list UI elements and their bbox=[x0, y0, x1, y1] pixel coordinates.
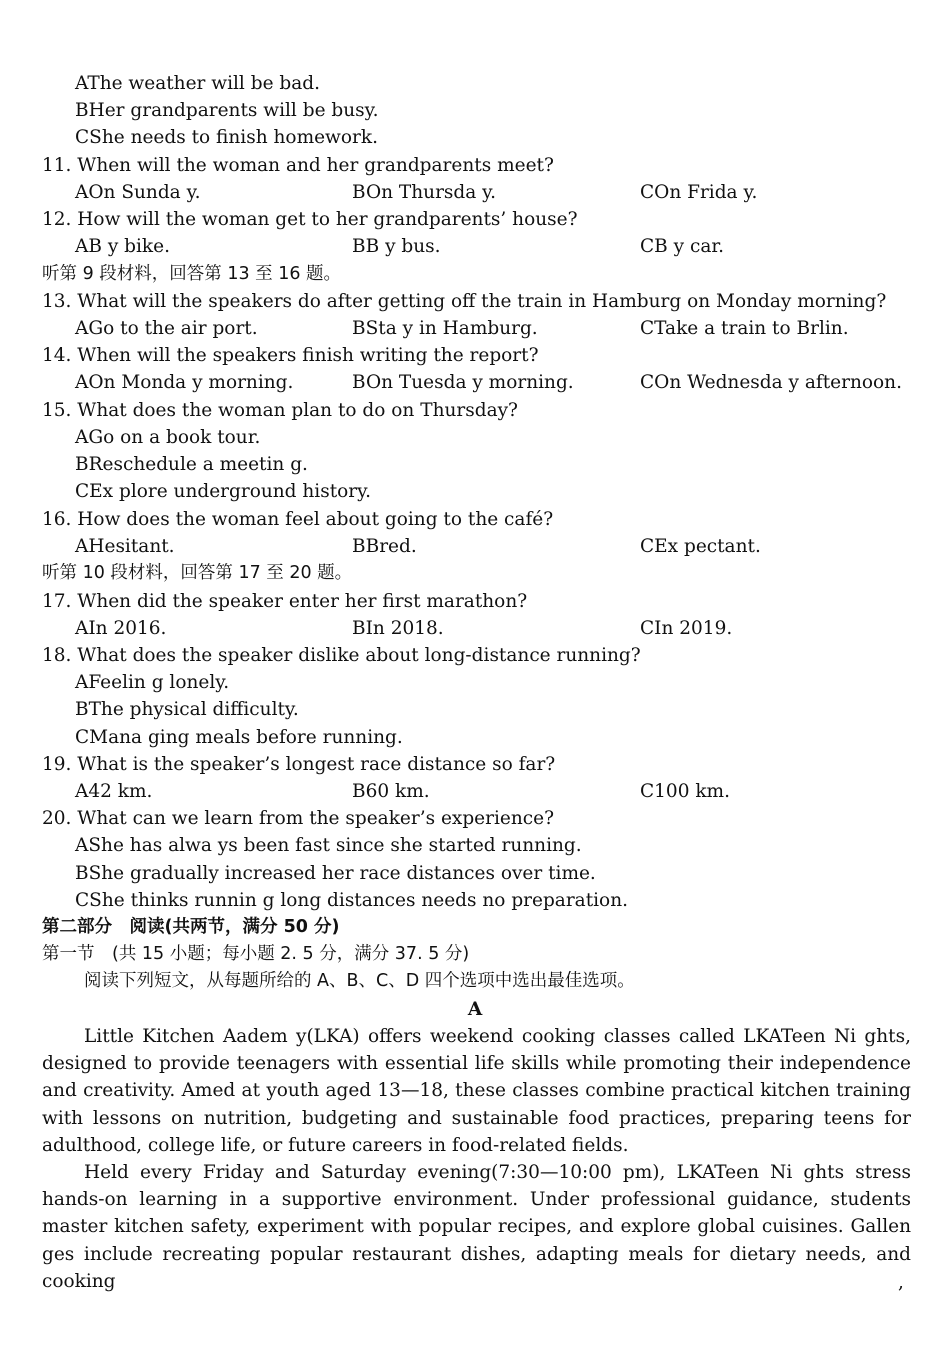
q11-option-c: COn Frida y. bbox=[640, 182, 758, 203]
q18-option-c: CMana ging meals before running. bbox=[75, 727, 403, 748]
q19-option-c: C100 km. bbox=[640, 781, 730, 802]
q16-option-b: BBred. bbox=[352, 536, 417, 557]
q17-option-b: BIn 2018. bbox=[352, 618, 444, 639]
q19-option-a: A42 km. bbox=[75, 781, 153, 802]
q15-option-a: AGo on a book tour. bbox=[75, 427, 261, 448]
q16-stem: 16. How does the woman feel about going to the café? bbox=[42, 509, 554, 530]
q18-stem: 18. What does the speaker dislike about long-distance running? bbox=[42, 645, 641, 666]
q13-option-b: BSta y in Hamburg. bbox=[352, 318, 538, 339]
trailing-mark: , bbox=[898, 1272, 904, 1293]
q13-stem: 13. What will the speakers do after getting off the train in Hamburg on Monday morning? bbox=[42, 291, 887, 312]
q18-option-a: AFeelin g lonely. bbox=[75, 672, 230, 693]
q16-option-c: CEx pectant. bbox=[640, 536, 761, 557]
q16-option-a: AHesitant. bbox=[75, 536, 175, 557]
instruction-text: 阅读下列短文，从每题所给的 A、B、C、D 四个选项中选出最佳选项。 bbox=[84, 971, 635, 991]
passage-letter: A bbox=[467, 999, 483, 1020]
q20-option-c: CShe thinks runnin g long distances needs no preparation. bbox=[75, 890, 628, 911]
q19-stem: 19. What is the speaker’s longest race distance so far? bbox=[42, 754, 556, 775]
q20-option-b: BShe gradually increased her race distances over time. bbox=[75, 863, 596, 884]
q14-option-c: COn Wednesda y afternoon. bbox=[640, 372, 902, 393]
q11-stem: 11. When will the woman and her grandparents meet? bbox=[42, 155, 554, 176]
q12-option-a: AB y bike. bbox=[75, 236, 170, 257]
q12-option-b: BB y bus. bbox=[352, 236, 441, 257]
passage-paragraph-1: Little Kitchen Aadem y(LKA) offers weekend cooking classes called LKATeen Ni ghts, designed to provide teenagers with essential life skills while promoting their independence and creativity. Amed at youth aged 13—18, these classes combine practical kitchen training with lessons on nutrition, budgeting and sustainable food practices, preparing teens for adulthood, college life, or future careers in food-related fields. bbox=[42, 1026, 911, 1156]
q11-option-b: BOn Thursda y. bbox=[352, 182, 497, 203]
q13-option-a: AGo to the air port. bbox=[75, 318, 258, 339]
q15-stem: 15. What does the woman plan to do on Thursday? bbox=[42, 400, 518, 421]
q11-option-a: AOn Sunda y. bbox=[75, 182, 201, 203]
section10-heading: 听第 10 段材料，回答第 17 至 20 题。 bbox=[42, 563, 353, 583]
q20-stem: 20. What can we learn from the speaker’s experience? bbox=[42, 808, 554, 829]
q17-option-c: CIn 2019. bbox=[640, 618, 733, 639]
section1-title: 第一节 (共 15 小题；每小题 2. 5 分，满分 37. 5 分) bbox=[42, 944, 470, 964]
part2-title: 第二部分 阅读(共两节，满分 50 分) bbox=[42, 917, 340, 937]
q10-option-b: BHer grandparents will be busy. bbox=[75, 100, 379, 121]
q15-option-c: CEx plore underground history. bbox=[75, 481, 371, 502]
q17-stem: 17. When did the speaker enter her first marathon? bbox=[42, 591, 528, 612]
q12-option-c: CB y car. bbox=[640, 236, 725, 257]
q18-option-b: BThe physical difficulty. bbox=[75, 699, 299, 720]
q14-option-b: BOn Tuesda y morning. bbox=[352, 372, 574, 393]
passage-paragraph-2: Held every Friday and Saturday evening(7:30—10:00 pm), LKATeen Ni ghts stress hands-on learning in a supportive environment. Under professional guidance, students master kitchen safety, experiment with popular recipes, and explore global cuisines. Gallen ges include recreating popular restaurant dishes, adapting meals for dietary needs, and cooking bbox=[42, 1162, 911, 1292]
q20-option-a: AShe has alwa ys been fast since she started running. bbox=[75, 835, 582, 856]
q13-option-c: CTake a train to Brlin. bbox=[640, 318, 849, 339]
q10-option-a: AThe weather will be bad. bbox=[75, 73, 320, 94]
q14-option-a: AOn Monda y morning. bbox=[75, 372, 294, 393]
q15-option-b: BReschedule a meetin g. bbox=[75, 454, 308, 475]
q10-option-c: CShe needs to finish homework. bbox=[75, 127, 378, 148]
q14-stem: 14. When will the speakers finish writing the report? bbox=[42, 345, 539, 366]
q19-option-b: B60 km. bbox=[352, 781, 430, 802]
q17-option-a: AIn 2016. bbox=[75, 618, 167, 639]
q12-stem: 12. How will the woman get to her grandparents’ house? bbox=[42, 209, 578, 230]
section9-heading: 听第 9 段材料，回答第 13 至 16 题。 bbox=[42, 264, 342, 284]
